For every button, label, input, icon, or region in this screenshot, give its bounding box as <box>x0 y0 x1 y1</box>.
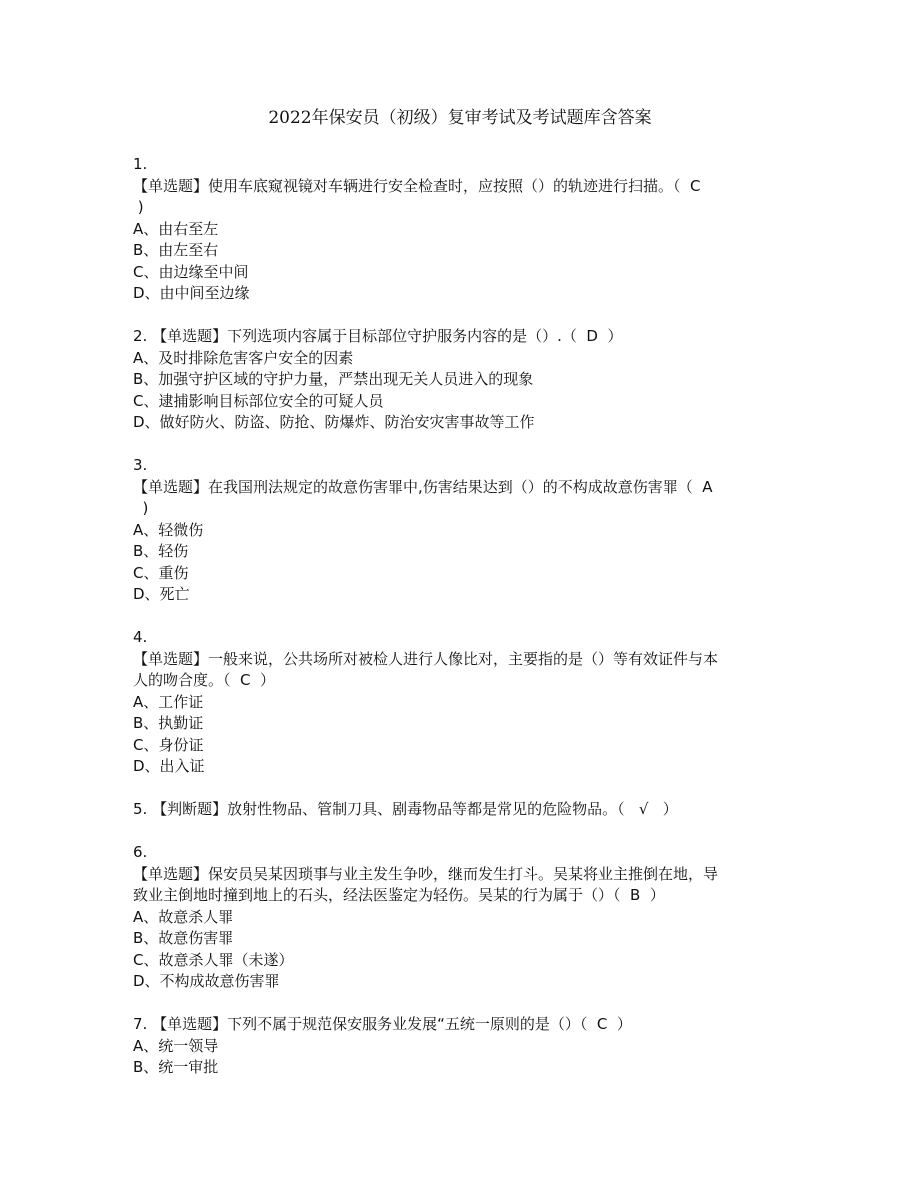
question-number: 4. <box>133 628 148 646</box>
option-a: A、故意杀人罪 <box>133 907 234 926</box>
question-3 <box>133 455 783 606</box>
option-d: D、死亡 <box>133 585 190 603</box>
question-stem-continuation: ) <box>133 198 144 216</box>
question-2 <box>133 326 783 434</box>
option-b: B、故意伤害罪 <box>133 929 234 947</box>
question-7 <box>133 1014 783 1079</box>
question-stem: 【单选题】保安员吴某因琐事与业主发生争吵，继而发生打斗。吴某将业主推倒在地，导 <box>133 864 719 883</box>
question-number: 1. <box>133 155 148 173</box>
option-c: C、由边缘至中间 <box>133 262 249 281</box>
option-a: A、及时排除危害客户安全的因素 <box>133 348 354 367</box>
option-a: A、由右至左 <box>133 219 219 238</box>
option-d: D、由中间至边缘 <box>133 284 250 302</box>
option-d: D、不构成故意伤害罪 <box>133 972 280 990</box>
question-stem-continuation: 致业主倒地时撞到地上的石头，经法医鉴定为轻伤。吴某的行为属于（）（ B ） <box>133 886 665 904</box>
question-4 <box>133 627 783 778</box>
question-number: 3. <box>133 456 148 474</box>
question-stem: 【单选题】使用车底窥视镜对车辆进行安全检查时，应按照（）的轨迹进行扫描。（ C <box>133 176 701 195</box>
question-5 <box>133 799 783 821</box>
option-b: B、轻伤 <box>133 542 189 560</box>
question-list <box>133 154 783 1100</box>
option-b: B、加强守护区域的守护力量，严禁出现无关人员进入的现象 <box>133 370 534 388</box>
option-b: B、执勤证 <box>133 714 204 732</box>
question-stem-continuation: 人的吻合度。（ C ） <box>133 671 276 689</box>
option-b: B、统一审批 <box>133 1058 219 1076</box>
question-stem: 7. 【单选题】下列不属于规范保安服务业发展“五统一原则的是（）（ C ） <box>133 1015 632 1033</box>
question-stem: 【单选题】在我国刑法规定的故意伤害罪中,伤害结果达到（）的不构成故意伤害罪（ A <box>133 477 713 496</box>
question-stem-continuation: ) <box>133 499 149 517</box>
question-stem: 【单选题】一般来说，公共场所对被检人进行人像比对，主要指的是（）等有效证件与本 <box>133 649 719 668</box>
question-1 <box>133 154 783 305</box>
option-a: A、轻微伤 <box>133 520 204 539</box>
option-a: A、统一领导 <box>133 1036 219 1055</box>
option-c: C、重伤 <box>133 563 189 582</box>
question-6 <box>133 842 783 993</box>
option-b: B、由左至右 <box>133 241 219 259</box>
question-number: 6. <box>133 843 148 861</box>
option-c: C、逮捕影响目标部位安全的可疑人员 <box>133 391 384 410</box>
option-d: D、做好防火、防盗、防抢、防爆炸、防治安灾害事故等工作 <box>133 413 535 431</box>
option-d: D、出入证 <box>133 757 205 775</box>
option-c: C、故意杀人罪（未遂） <box>133 950 294 969</box>
question-stem: 5. 【判断题】放射性物品、管制刀具、剧毒物品等都是常见的危险物品。（ √ ） <box>133 800 678 818</box>
question-stem: 2. 【单选题】下列选项内容属于目标部位守护服务内容的是（）.（ D ） <box>133 327 623 345</box>
option-c: C、身份证 <box>133 735 204 754</box>
document-title: 2022年保安员（初级）复审考试及考试题库含答案 <box>268 108 652 128</box>
option-a: A、工作证 <box>133 692 204 711</box>
